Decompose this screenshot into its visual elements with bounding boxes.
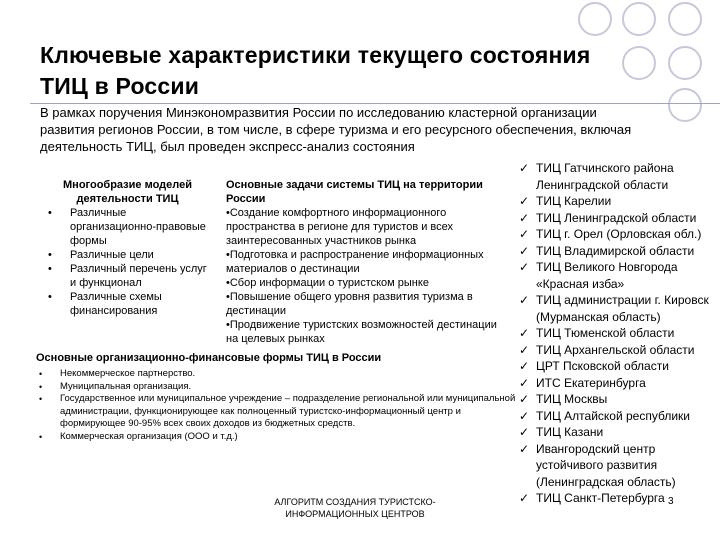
forms-block (36, 352, 516, 443)
check-icon: ✓ (519, 161, 530, 175)
slide-title: Ключевые характеристики текущего состояния ТИЦ в России (40, 42, 591, 99)
center-name: ТИЦ администрации г. Кировск (Мурманская область) (536, 293, 709, 324)
list-item (518, 342, 718, 359)
center-name: ТИЦ Москвы (536, 392, 608, 406)
center-name: ТИЦ Архангельской области (536, 342, 695, 357)
list-item (518, 490, 718, 507)
center-name: ИТС Екатеринбурга (536, 375, 646, 390)
list-item: • Различный перечень услуг и функционал (40, 262, 215, 290)
check-icon: ✓ (519, 375, 530, 390)
center-name: ЦРТ Псковской области (536, 359, 669, 373)
list-item (518, 210, 718, 227)
list-item: • Государственное или муниципальное учреждение – подразделение региональной или муниципальной администрации, функционирующее как полноценный туристско-информационный центр и формирующее 90-95% всех своих доходов из бюджетных средств. (36, 393, 516, 431)
intro-paragraph: В рамках поручения Минэкономразвития России по исследованию кластерной организации развития регионов России, в том числе, в сфере туризма и его ресурсного обеспечения, включая деятельность ТИЦ, был проведен экспресс-анализ состояния (40, 105, 632, 154)
slide-footer: АЛГОРИТМ СОЗДАНИЯ ТУРИСТСКО-ИНФОРМАЦИОННЫХ ЦЕНТРОВ (274, 497, 436, 519)
list-item: • Различные цели (40, 248, 215, 262)
center-name: ТИЦ Казани (536, 425, 604, 439)
center-name: ТИЦ Гатчинского района Ленинградской области (536, 161, 674, 192)
list-item (518, 358, 718, 375)
list-item (518, 424, 718, 441)
list-item: • Коммерческая организация (ООО и т.д.) (36, 431, 516, 444)
list-item (518, 292, 718, 325)
list-item: •Продвижение туристских возможностей дестинации на целевых рынках (226, 319, 497, 345)
check-icon: ✓ (519, 392, 530, 406)
list-item: • Некоммерческое партнерство. (36, 368, 516, 381)
check-icon: ✓ (519, 425, 530, 439)
forms-list (36, 368, 516, 443)
list-item (518, 243, 718, 260)
check-icon: ✓ (519, 210, 530, 225)
center-name: ТИЦ Алтайской республики (536, 408, 690, 423)
check-icon: ✓ (519, 260, 530, 274)
check-icon: ✓ (519, 293, 530, 307)
center-name: ТИЦ г. Орел (Орловская обл.) (536, 227, 702, 241)
center-name: ТИЦ Карелии (536, 194, 612, 208)
center-name: ТИЦ Санкт-Петербурга (536, 491, 665, 505)
list-item (518, 441, 718, 491)
diversity-list (40, 206, 215, 318)
decorative-circle (578, 2, 612, 36)
list-item (518, 408, 718, 425)
list-item: •Создание комфортного информационного пространства в регионе для туристов и всех заинтересованных участников рынка (226, 207, 454, 247)
list-item (518, 375, 718, 392)
diversity-heading: Многообразие моделей деятельности ТИЦ (63, 179, 192, 205)
center-name: ТИЦ Тюменской области (536, 326, 675, 340)
decorative-circle (668, 2, 702, 36)
list-item (518, 391, 718, 408)
check-icon: ✓ (519, 359, 530, 373)
decorative-circle (668, 88, 702, 122)
diversity-block (40, 178, 215, 318)
check-icon: ✓ (519, 342, 530, 357)
center-name: ТИЦ Ленинградской области (536, 210, 697, 225)
check-icon: ✓ (519, 491, 530, 505)
list-item (518, 226, 718, 243)
page-number: 3 (668, 496, 674, 507)
list-item: •Подготовка и распространение информационных материалов о дестинации (226, 249, 484, 275)
list-item (518, 193, 718, 210)
list-item: •Сбор информации о туристском рынке (226, 277, 429, 289)
list-item (518, 325, 718, 342)
center-name: Ивангородский центр устойчивого развития (Ленинградская область) (536, 441, 676, 489)
list-item: • Различные схемы финансирования (40, 290, 215, 318)
center-name: ТИЦ Великого Новгорода «Красная изба» (536, 260, 678, 291)
decorative-circle (622, 2, 656, 36)
list-item: • Муниципальная организация. (36, 381, 516, 394)
tasks-heading: Основные задачи системы ТИЦ на территории России (226, 179, 483, 205)
list-item (518, 259, 718, 292)
list-item: • Различные организационно-правовые формы (40, 206, 215, 248)
list-item: •Повышение общего уровня развития туризма в дестинации (226, 291, 473, 317)
check-icon: ✓ (519, 326, 530, 340)
tasks-block (226, 178, 511, 346)
check-icon: ✓ (519, 441, 530, 456)
decorative-circle (668, 46, 702, 80)
check-icon: ✓ (519, 194, 530, 208)
check-icon: ✓ (519, 243, 530, 258)
centers-block (518, 160, 718, 507)
list-item (518, 160, 718, 193)
check-icon: ✓ (519, 408, 530, 423)
center-name: ТИЦ Владимирской области (536, 243, 695, 258)
centers-list (518, 160, 718, 507)
forms-heading: Основные организационно-финансовые формы ТИЦ в России (36, 352, 382, 364)
check-icon: ✓ (519, 227, 530, 241)
